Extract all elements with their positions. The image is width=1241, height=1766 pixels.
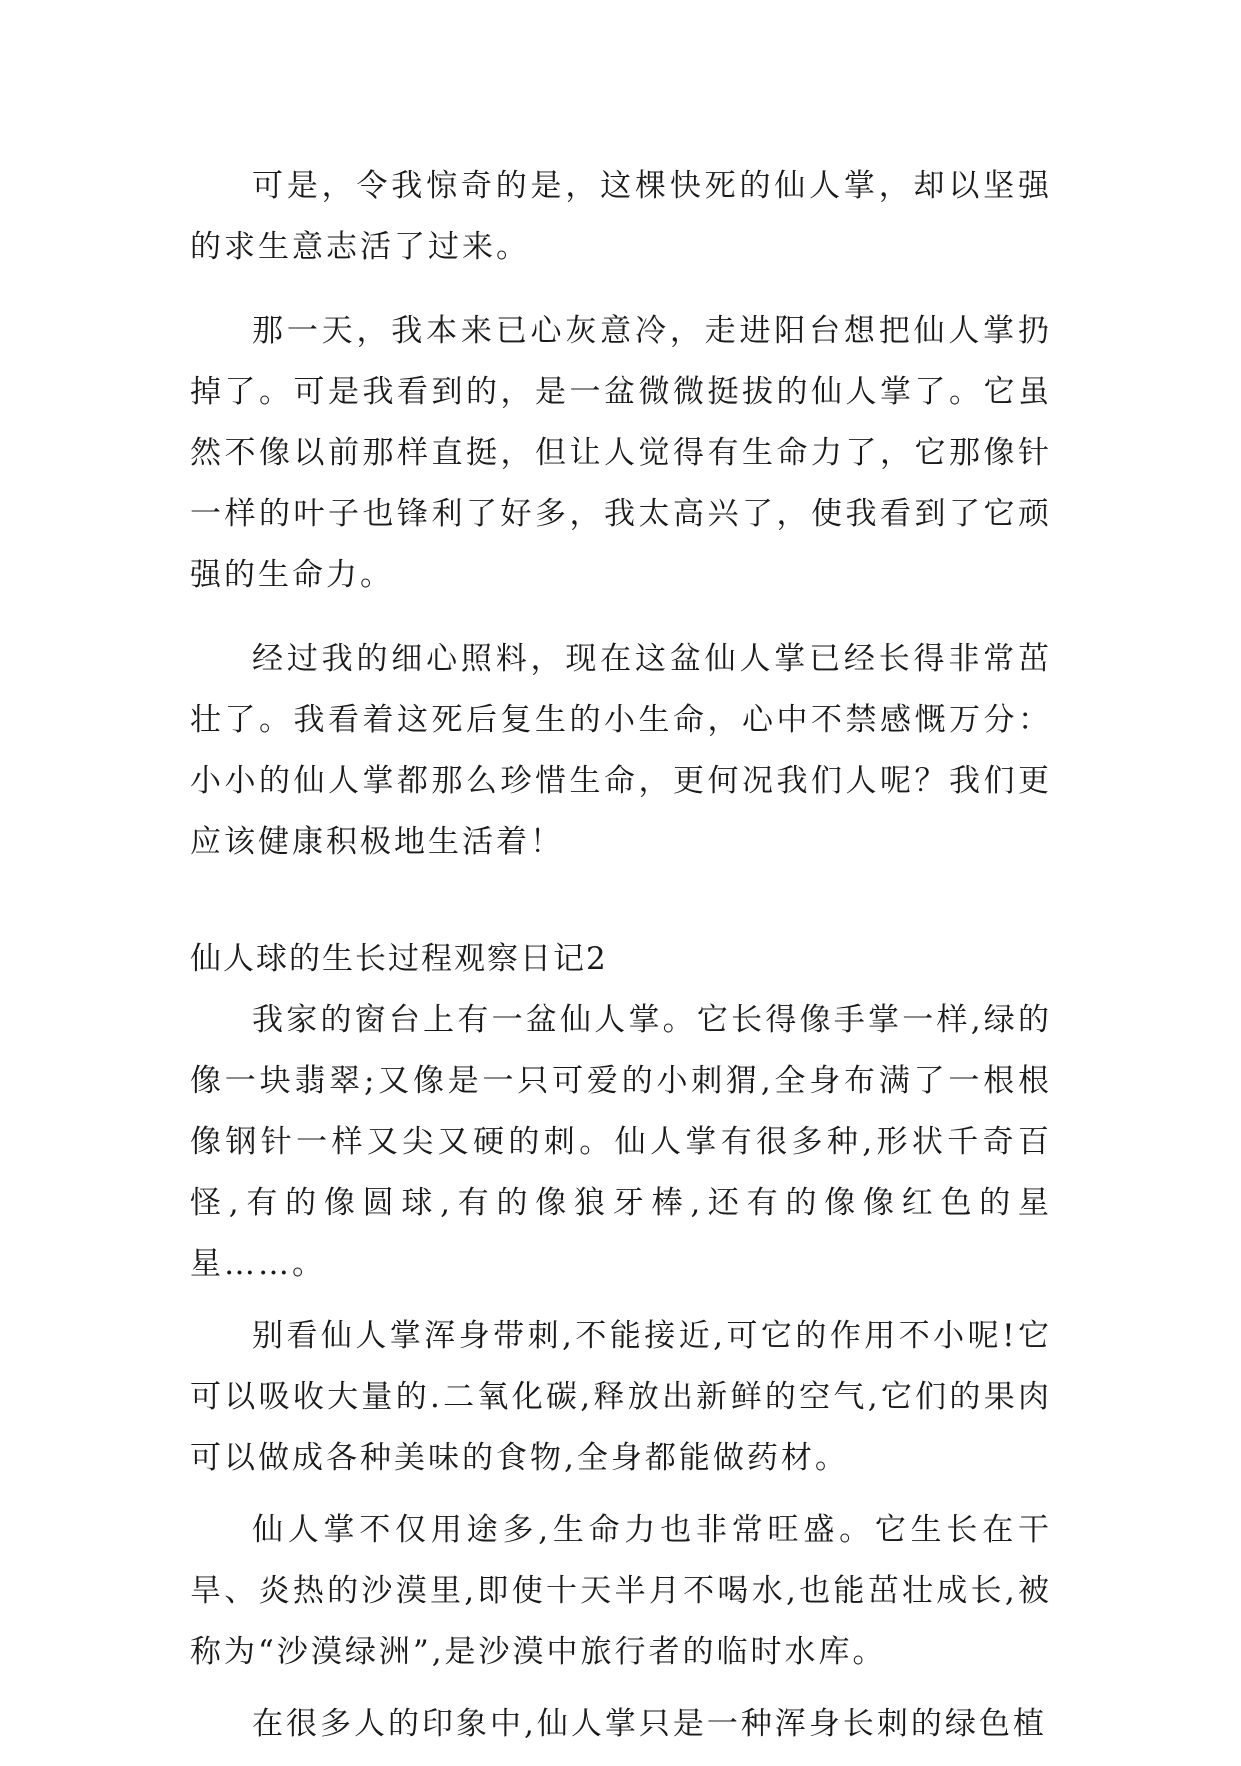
paragraph: 在很多人的印象中,仙人掌只是一种浑身长刺的绿色植 — [252, 1706, 1047, 1742]
paragraph: 可是，令我惊奇的是，这棵快死的仙人掌，却以坚强的求生意志活了过来。 — [190, 168, 1052, 265]
paragraph: 仙人掌不仅用途多,生命力也非常旺盛。它生长在干旱、炎热的沙漠里,即使十天半月不喝水,也能茁壮成长,被称为“沙漠绿洲”,是沙漠中旅行者的临时水库。 — [190, 1512, 1052, 1670]
paragraph: 我家的窗台上有一盆仙人掌。它长得像手掌一样,绿的像一块翡翠;又像是一只可爱的小刺猬,全身布满了一根根像钢针一样又尖又硬的刺。仙人掌有很多种,形状千奇百怪,有的像圆球,有的像狼牙棒,还有的像像红色的星星……。 — [190, 1002, 1052, 1282]
paragraph: 那一天，我本来已心灰意冷，走进阳台想把仙人掌扔掉了。可是我看到的，是一盆微微挺拔的仙人掌了。它虽然不像以前那样直挺，但让人觉得有生命力了，它那像针一样的叶子也锋利了好多，我太高兴了，使我看到了它顽强的生命力。 — [190, 313, 1052, 593]
section-title: 仙人球的生长过程观察日记2 — [190, 941, 608, 977]
document-body — [190, 156, 1052, 1766]
paragraph: 别看仙人掌浑身带刺,不能接近,可它的作用不小呢!它可以吸收大量的.二氧化碳,释放出新鲜的空气,它们的果肉可以做成各种美味的食物,全身都能做药材。 — [190, 1318, 1052, 1476]
paragraph: 经过我的细心照料，现在这盆仙人掌已经长得非常茁壮了。我看着这死后复生的小生命，心中不禁感慨万分：小小的仙人掌都那么珍惜生命，更何况我们人呢？我们更应该健康积极地生活着！ — [190, 641, 1052, 860]
